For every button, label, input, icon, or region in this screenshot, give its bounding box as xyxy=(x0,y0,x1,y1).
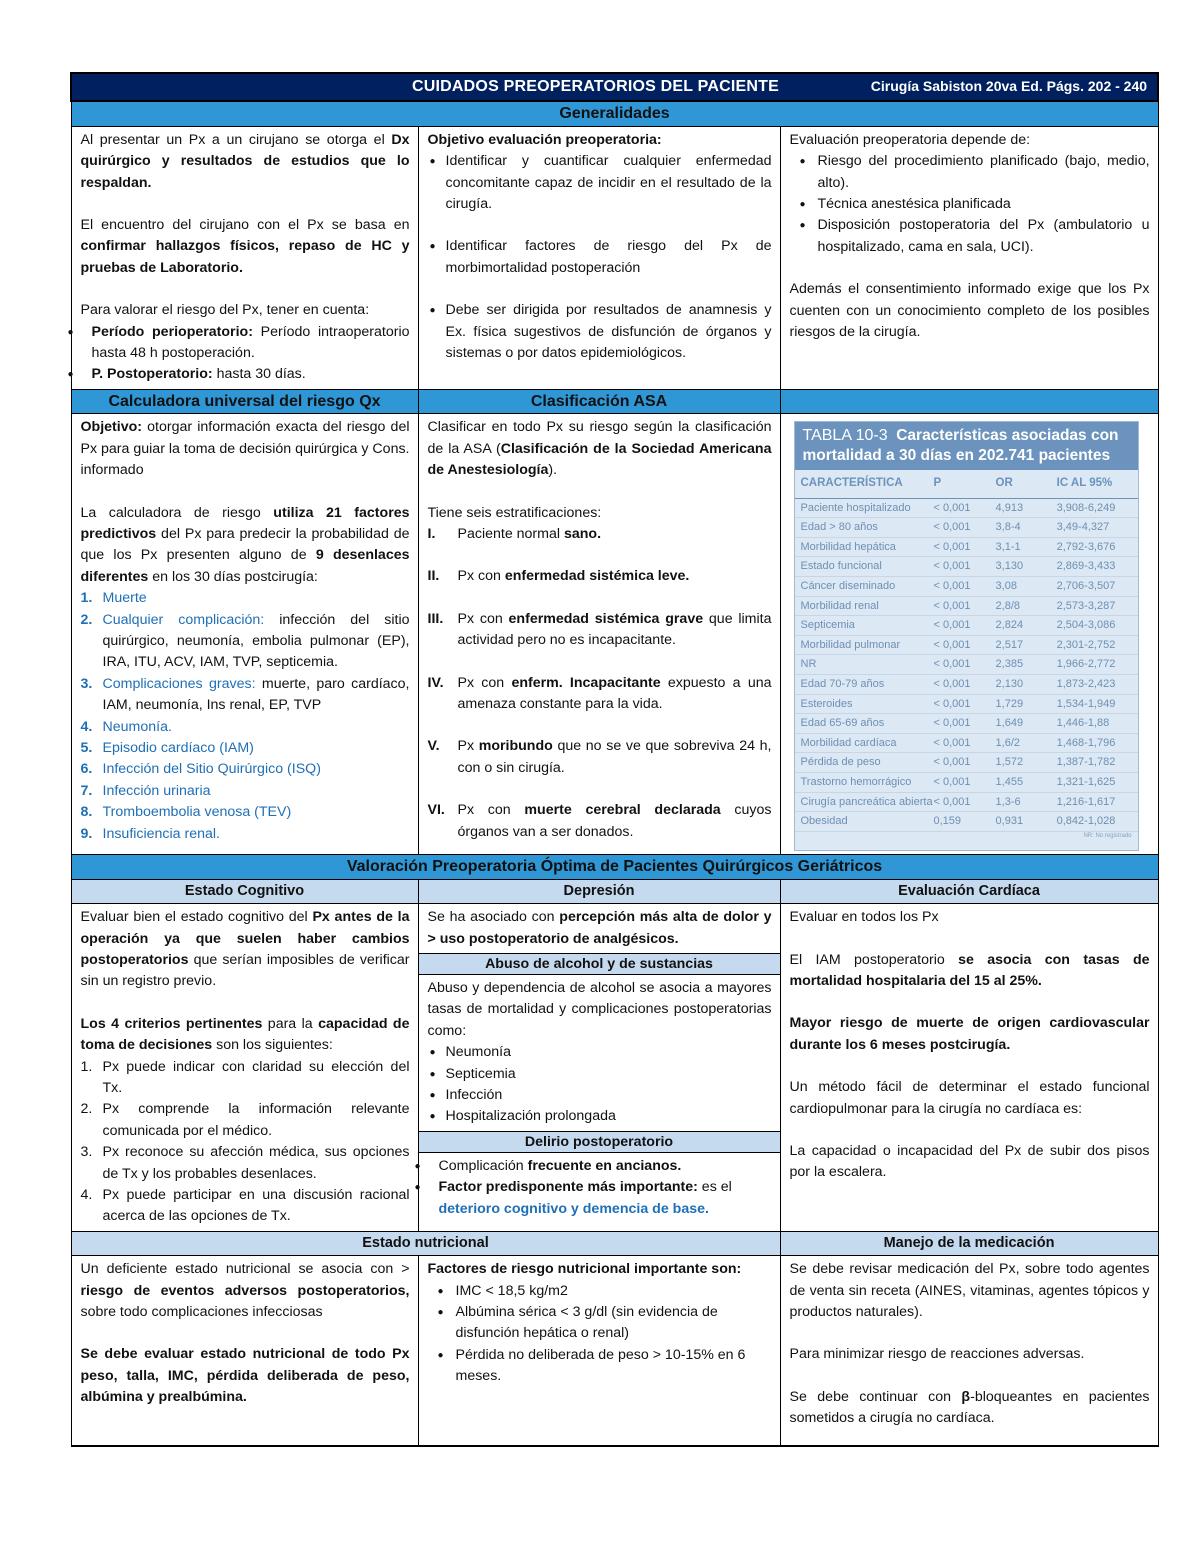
generalidades-col1: Al presentar un Px a un cirujano se otorga el Dx quirúrgico y resultados de estudios que lo respaldan. El encuentro del cirujano con el Px se basa en confirmar hallazgos físicos, repaso de HC y pruebas de Laboratorio. Para valorar el riesgo del Px, tener en cuenta: ● Período perioperatorio: Período intraoperatorio hasta 48 h postoperación. ● P. Postoperatorio: hasta 30 días. xyxy=(71,126,418,389)
mortality-table-cell: 3,08 xyxy=(995,580,1017,593)
mortality-table-cell: < 0,001 xyxy=(933,795,971,808)
asa-cell: Clasificar en todo Px su riesgo según la clasificación de la ASA (Clasificación de la Sociedad Americana de Anestesiología). Tiene seis estratificaciones: I. Paciente normal sano. II. Px con enfermedad sistémica leve. III. Px con enfermedad sistémica grave que limita actividad pero no es incapacitante. IV. Px con enferm. Incapacitante expuesto a una amenaza constante para la vida. V. Px moribundo que no se ve que sobreviva 24 h, con o sin cirugía. VI. Px con muerte cerebral declarada cuyos órganos van a ser donados. xyxy=(418,414,780,855)
criteria-text: Px puede participar en una discusión racional acerca de las opciones de Tx. xyxy=(102,1186,410,1225)
mortality-table-cell: Obesidad xyxy=(800,815,848,828)
mortality-table-column-header: IC AL 95% xyxy=(1056,477,1113,490)
mortality-table-cell: 4,913 xyxy=(995,501,1024,514)
nutrition-factor-item: ● Pérdida no deliberada de peso > 10-15% en 6 meses. xyxy=(428,1345,772,1388)
mortality-table-cell: < 0,001 xyxy=(933,619,971,632)
mortality-table-cell: 1,966-2,772 xyxy=(1056,658,1116,671)
nutrition-factors-list xyxy=(428,1281,772,1388)
mortality-table-cell: Trastorno hemorrágico xyxy=(800,776,912,788)
mortality-table-cell: < 0,001 xyxy=(933,736,971,749)
subhead-cardiaca: Evaluación Cardíaca xyxy=(780,879,1158,903)
mortality-table-row xyxy=(795,734,1138,754)
outcome-label: Infección urinaria xyxy=(102,782,211,799)
nutrition-cell: Un deficiente estado nutricional se asocia con > riesgo de eventos adversos postoperatorios, sobre todo complicaciones infecciosas Se debe evaluar estado nutricional de todo Px peso, talla, IMC, pérdida deliberada de peso, albúmina y prealbúmina. xyxy=(71,1256,418,1446)
mortality-table-cell: < 0,001 xyxy=(933,697,971,710)
mortality-table-cell: < 0,001 xyxy=(933,756,971,769)
mortality-table-cell: 1,446-1,88 xyxy=(1056,717,1110,730)
mortality-table-row xyxy=(795,636,1138,656)
mortality-table-cell: 1,3-6 xyxy=(995,795,1021,808)
asa-class-item xyxy=(428,566,772,587)
mortality-table-cell: < 0,001 xyxy=(933,501,971,514)
outcome-item xyxy=(81,802,410,823)
mortality-table-row xyxy=(795,616,1138,636)
criteria-number: 3. xyxy=(80,1144,93,1161)
list-item: ● Debe ser dirigida por resultados de anamnesis y Ex. física sugestivos de disfunción de órganos y sistemas o por datos epidemiológicos. xyxy=(428,300,772,364)
page-title: CUIDADOS PREOPERATORIOS DEL PACIENTE xyxy=(412,78,779,95)
complication-item: ● Infección xyxy=(428,1085,772,1106)
asa-class-text: Px con xyxy=(457,802,525,819)
criteria-item xyxy=(81,1142,410,1185)
subhead-delirio: Delirio postoperatorio xyxy=(419,1131,780,1153)
mortality-table-cell: 3,130 xyxy=(995,560,1024,573)
mortality-table-cell: 3,49-4,327 xyxy=(1056,521,1110,534)
mortality-table-cell: Edad 65-69 años xyxy=(800,717,885,730)
mortality-table-cell: 2,824 xyxy=(995,619,1024,632)
asa-class-detail: que limita actividad pero no es incapacitante. xyxy=(457,610,772,649)
asa-class-item xyxy=(428,524,772,545)
mortality-table-cell: 1,572 xyxy=(995,756,1024,769)
asa-class-number: II. xyxy=(427,568,440,585)
mortality-table-row xyxy=(795,557,1138,577)
mortality-table-cell: < 0,001 xyxy=(933,658,971,671)
asa-class-number: III. xyxy=(427,610,444,627)
outcome-item xyxy=(81,717,410,738)
mortality-table-cell: 3,1-1 xyxy=(995,540,1021,553)
outcome-item xyxy=(81,674,410,717)
list-item: ● Riesgo del procedimiento planificado (bajo, medio, alto). xyxy=(790,151,1150,194)
alcohol-text: Abuso y dependencia de alcohol se asocia a mayores tasas de mortalidad y complicaciones postoperatorias como: ● Neumonía ● Septicemia ● Infección ● Hospitalización prolongada xyxy=(419,975,780,1131)
asa-class-number: V. xyxy=(427,738,440,755)
outcome-label: Complicaciones graves: xyxy=(102,675,256,692)
criteria-item xyxy=(81,1057,410,1100)
mortality-table-cell: 1,387-1,782 xyxy=(1056,756,1116,769)
mortality-table-row xyxy=(795,518,1138,538)
criteria-number: 1. xyxy=(80,1058,93,1075)
outcome-number: 4. xyxy=(80,718,93,735)
mortality-table-cell: 1,534-1,949 xyxy=(1056,697,1116,710)
outcome-label: Tromboembolia venosa (TEV) xyxy=(102,804,292,821)
mortality-table-cell: < 0,001 xyxy=(933,580,971,593)
generalidades-row xyxy=(71,126,1158,389)
mortality-table-cell: 1,729 xyxy=(995,697,1024,710)
mortality-table-row xyxy=(795,597,1138,617)
band-empty xyxy=(780,389,1158,413)
asa-class-detail: cuyos órganos van a ser donados. xyxy=(457,802,772,840)
list-item: ● Período perioperatorio: Período intraoperatorio hasta 48 h postoperación. xyxy=(68,322,410,365)
asa-class-text: Px xyxy=(457,738,479,755)
list-item: ● P. Postoperatorio: hasta 30 días. xyxy=(68,364,410,385)
cardiac-cell: Evaluar en todos los Px El IAM postoperatorio se asocia con tasas de mortalidad hospitalaria del 15 al 25%. Mayor riesgo de muerte de origen cardiovascular durante los 6 meses postcirugía. Un método fácil de determinar el estado funcional cardiopulmonar para la cirugía no cardíaca es: La capacidad o incapacidad del Px de subir dos pisos por la escalera. xyxy=(780,904,1158,1232)
outcome-label: Cualquier complicación: xyxy=(102,611,265,628)
outcome-item xyxy=(81,588,410,609)
mortality-table-cell: 0,842-1,028 xyxy=(1056,815,1116,828)
asa-class-item xyxy=(428,736,772,779)
asa-class-item xyxy=(428,673,772,716)
mortality-table-columns xyxy=(795,470,1138,498)
criteria-item xyxy=(81,1099,410,1142)
outcome-detail: muerte, paro cardíaco, IAM, neumonía, Ins renal, EP, TVP xyxy=(102,675,410,714)
cognitive-cell: Evaluar bien el estado cognitivo del Px antes de la operación ya que suelen haber cambios postoperatorios que serían imposibles de verificar sin un registro previo. Los 4 criterios pertinentes para la capacidad de toma de decisiones son los siguientes: 1. Px puede indicar con claridad su elección del Tx. 2. Px comprende la información relevante comunicada por el médico. 3. Px reconoce su afección médica, sus opciones de Tx y los probables desenlaces. 4. Px puede participar en una discusión racional acerca de las opciones de Tx. xyxy=(71,904,418,1232)
outcome-item xyxy=(81,738,410,759)
complication-item: ● Neumonía xyxy=(428,1042,772,1063)
geriatric-subheads xyxy=(71,879,1158,903)
subhead-depresion: Depresión xyxy=(418,879,780,903)
outcome-item xyxy=(81,781,410,802)
objective-list xyxy=(428,151,772,364)
list-item: ● Factor predisponente más importante: es el deterioro cognitivo y demencia de base. xyxy=(415,1177,772,1220)
mortality-table-row xyxy=(795,675,1138,695)
mortality-table-cell: < 0,001 xyxy=(933,540,971,553)
asa-class-item xyxy=(428,609,772,652)
mortality-table-row xyxy=(795,695,1138,715)
asa-class-emphasis: moribundo xyxy=(478,738,553,755)
mortality-table-cell: 0,159 xyxy=(933,815,962,828)
asa-class-emphasis: muerte cerebral declarada xyxy=(524,802,721,819)
asa-classes-list xyxy=(428,524,772,843)
mortality-table-row xyxy=(795,773,1138,793)
list-item: ● Disposición postoperatoria del Px (ambulatorio u hospitalizado, cama en sala, UCI). xyxy=(790,215,1150,258)
section-band-geriatric: Valoración Preoperatoria Óptima de Pacientes Quirúrgicos Geriátricos xyxy=(71,855,1158,879)
title-row xyxy=(71,73,1158,101)
outcome-label: Infección del Sitio Quirúrgico (ISQ) xyxy=(102,761,321,778)
mortality-table-cell: 1,455 xyxy=(995,776,1024,788)
complication-item: ● Hospitalización prolongada xyxy=(428,1106,772,1127)
mortality-table-cell: 2,706-3,507 xyxy=(1056,580,1116,593)
mortality-table-row xyxy=(795,577,1138,597)
asa-class-emphasis: sano. xyxy=(563,525,602,542)
mortality-table-cell: 1,6/2 xyxy=(995,736,1021,749)
mortality-table-cell: < 0,001 xyxy=(933,599,971,612)
nutrition-subheads xyxy=(71,1231,1158,1255)
geriatric-row xyxy=(71,904,1158,1232)
mortality-table-row xyxy=(795,714,1138,734)
mortality-table-cell: 1,468-1,796 xyxy=(1056,736,1116,749)
calculadora-cell: Objetivo: otorgar información exacta del riesgo del Px para guiar la toma de decisión quirúrgica y Cons. informado La calculadora de riesgo utiliza 21 factores predictivos del Px para predecir la probabilidad de que los Px presenten alguno de 9 desenlaces diferentes en los 30 días postcirugía: 1. Muerte 2. Cualquier complicación: infección del sitio quirúrgico, neumonía, embolia pulmonar (EP), IRA, ITU, ACV, IAM, TVP, septicemia. 3. Complicaciones graves: muerte, paro cardíaco, IAM, neumonía, Ins renal, EP, TVP 4. Neumonía. 5. Episodio cardíaco (IAM) 6. Infección del Sitio Quirúrgico (ISQ) 7. Infección urinaria 8. Tromboembolia venosa (TEV) 9. Insuficiencia renal. xyxy=(71,414,418,855)
mortality-table-cell: 3,908-6,249 xyxy=(1056,501,1116,514)
asa-class-number: IV. xyxy=(427,674,444,691)
mortality-table-row xyxy=(795,538,1138,558)
decision-criteria-list xyxy=(81,1057,410,1228)
mortality-table-cell: Paciente hospitalizado xyxy=(800,501,911,514)
mortality-table-cell: 1,216-1,617 xyxy=(1056,795,1116,808)
outcome-number: 7. xyxy=(80,782,93,799)
section-band-generalidades: Generalidades xyxy=(71,101,1158,126)
outcome-number: 6. xyxy=(80,761,93,778)
mortality-table-cell: Morbilidad pulmonar xyxy=(800,638,901,651)
outcome-number: 3. xyxy=(80,675,93,692)
asa-class-emphasis: enfermedad sistémica grave xyxy=(508,610,704,627)
mortality-table-header: TABLA 10-3 Características asociadas con mortalidad a 30 días en 202.741 pacientes xyxy=(795,422,1138,470)
mortality-table-cell: 0,931 xyxy=(995,815,1024,828)
mortality-table-cell: Estado funcional xyxy=(800,560,882,573)
subhead-medicacion: Manejo de la medicación xyxy=(780,1231,1158,1255)
list-item: ● Complicación frecuente en ancianos. xyxy=(415,1156,772,1177)
mortality-table-row xyxy=(795,655,1138,675)
criteria-text: Px comprende la información relevante comunicada por el médico. xyxy=(102,1101,410,1139)
outcome-item xyxy=(81,610,410,674)
mortality-table-cell: < 0,001 xyxy=(933,678,971,691)
outcome-number: 9. xyxy=(80,825,93,842)
outcome-number: 8. xyxy=(80,804,93,821)
criteria-number: 4. xyxy=(80,1186,93,1203)
criteria-item xyxy=(81,1185,410,1228)
asa-class-number: VI. xyxy=(427,802,445,819)
depression-text: Se ha asociado con percepción más alta de dolor y > uso postoperatorio de analgésicos. xyxy=(427,909,772,947)
outcome-label: Insuficiencia renal. xyxy=(102,825,221,842)
list-item: ● Identificar factores de riesgo del Px de morbimortalidad postoperación xyxy=(428,236,772,279)
nutrition-factor-item: ● IMC < 18,5 kg/m2 xyxy=(428,1281,772,1302)
mortality-table-row xyxy=(795,753,1138,773)
mortality-table-cell: Septicemia xyxy=(800,619,855,632)
mortality-table-cell: Edad 70-79 años xyxy=(800,678,885,691)
criteria-text: Px puede indicar con claridad su elección del Tx. xyxy=(102,1058,410,1096)
mortality-table-cell: < 0,001 xyxy=(933,638,971,651)
asa-class-detail: que no se ve que sobreviva 24 h, con o sin cirugía. xyxy=(457,738,772,776)
outcome-label: Muerte xyxy=(102,590,147,607)
mortality-table-cell: < 0,001 xyxy=(933,776,971,788)
list-item: ● Identificar y cuantificar cualquier enfermedad concomitante capaz de incidir en el resultado de la cirugía. xyxy=(428,151,772,215)
mortality-table-cell: Morbilidad renal xyxy=(800,599,879,612)
asa-class-item xyxy=(428,800,772,843)
asa-class-text: Px con xyxy=(457,568,505,585)
table-image-cell xyxy=(780,414,1158,855)
outcome-detail: infección del sitio quirúrgico, neumonía, embolia pulmonar (EP), IRA, ITU, ACV, IAM, TVP, septicemia. xyxy=(102,611,410,671)
alcohol-complications-list xyxy=(428,1042,772,1128)
asa-class-text: Paciente normal xyxy=(457,525,564,542)
asa-class-text: Px con xyxy=(457,610,509,627)
delirium-text xyxy=(419,1153,780,1223)
mortality-table-row xyxy=(795,499,1138,519)
mortality-table-row xyxy=(795,793,1138,813)
asa-class-emphasis: enferm. Incapacitante xyxy=(511,674,661,691)
document-sheet xyxy=(70,72,1157,1447)
outcomes-list xyxy=(81,588,410,845)
section-band-calc-asa xyxy=(71,389,1158,413)
mortality-table-cell: 2,504-3,086 xyxy=(1056,619,1116,632)
outcome-number: 2. xyxy=(80,611,93,628)
mortality-table-image xyxy=(794,421,1139,851)
mortality-table-cell: Pérdida de peso xyxy=(800,756,881,769)
complication-item: ● Septicemia xyxy=(428,1064,772,1085)
delirium-list xyxy=(415,1156,772,1220)
mortality-table-cell: 2,517 xyxy=(995,638,1024,651)
nutrition-row xyxy=(71,1256,1158,1446)
outcome-item xyxy=(81,759,410,780)
outcome-number: 5. xyxy=(80,739,93,756)
mortality-table-cell: Esteroides xyxy=(800,697,853,710)
evaluation-depends-list xyxy=(790,151,1150,258)
mortality-table-note: NR: No registrado xyxy=(1083,832,1132,839)
mortality-table-cell: 1,649 xyxy=(995,717,1024,730)
band-calculadora: Calculadora universal del riesgo Qx xyxy=(71,389,418,413)
subhead-alcohol: Abuso de alcohol y de sustancias xyxy=(419,953,780,975)
depression-alcohol-delirium-cell xyxy=(418,904,780,1232)
mortality-table-cell: 2,8/8 xyxy=(995,599,1021,612)
mortality-table-cell: < 0,001 xyxy=(933,717,971,730)
mortality-table-cell: Morbilidad cardíaca xyxy=(800,736,897,749)
mortality-table-cell: 1,321-1,625 xyxy=(1056,776,1116,788)
mortality-table-cell: Cáncer diseminado xyxy=(800,580,896,593)
medication-cell: Se debe revisar medicación del Px, sobre todo agentes de venta sin receta (AINES, vitaminas, agentes tópicos y productos naturales). Para minimizar riesgo de reacciones adversas. Se debe continuar con β-bloqueantes en pacientes sometidos a cirugía no cardíaca. xyxy=(780,1256,1158,1446)
source-reference: Cirugía Sabiston 20va Ed. Págs. 202 - 240 xyxy=(870,78,1148,94)
mortality-table-cell: 2,385 xyxy=(995,658,1024,671)
mortality-table-cell: < 0,001 xyxy=(933,560,971,573)
outcome-item xyxy=(81,824,410,845)
mortality-table-cell: 2,573-3,287 xyxy=(1056,599,1116,612)
nutrition-factor-item: ● Albúmina sérica < 3 g/dl (sin evidencia de disfunción hepática o renal) xyxy=(428,1302,772,1345)
outcome-label: Neumonía. xyxy=(102,718,172,735)
mortality-table-column-header: CARACTERÍSTICA xyxy=(800,477,903,490)
subhead-nutricional: Estado nutricional xyxy=(71,1231,780,1255)
mortality-table-cell: Morbilidad hepática xyxy=(800,540,896,553)
mortality-table-column-header: OR xyxy=(995,477,1013,490)
summary-table xyxy=(70,72,1159,1447)
mortality-table-cell: Cirugía pancreática abierta xyxy=(800,795,933,808)
list-item: ● Técnica anestésica planificada xyxy=(790,194,1150,215)
mortality-table-cell: < 0,001 xyxy=(933,521,971,534)
mortality-table-cell: 2,130 xyxy=(995,678,1024,691)
mortality-table-cell: NR xyxy=(800,658,817,671)
risk-period-list xyxy=(68,322,410,386)
asa-class-text: Px con xyxy=(457,674,512,691)
generalidades-col2: Objetivo evaluación preoperatoria: ● Identificar y cuantificar cualquier enfermedad concomitante capaz de incidir en el resultado de la cirugía. ● Identificar factores de riesgo del Px de morbimortalidad postoperación ● Debe ser dirigida por resultados de anamnesis y Ex. física sugestivos de disfunción de órganos y sistemas o por datos epidemiológicos. xyxy=(418,126,780,389)
mortality-table-cell: 2,869-3,433 xyxy=(1056,560,1116,573)
mortality-table-cell: 3,8-4 xyxy=(995,521,1021,534)
outcome-number: 1. xyxy=(80,590,93,607)
subhead-cognitivo: Estado Cognitivo xyxy=(71,879,418,903)
asa-class-number: I. xyxy=(427,525,436,542)
criteria-text: Px reconoce su afección médica, sus opciones de Tx y los probables desenlaces. xyxy=(102,1144,410,1182)
mortality-table-column-header: P xyxy=(933,477,942,490)
mortality-table-rows xyxy=(795,499,1138,832)
mortality-table-cell: Edad > 80 años xyxy=(800,521,878,534)
mortality-table-cell: 1,873-2,423 xyxy=(1056,678,1116,691)
asa-class-emphasis: enfermedad sistémica leve. xyxy=(504,568,690,585)
band-asa: Clasificación ASA xyxy=(418,389,780,413)
calc-asa-row xyxy=(71,414,1158,855)
mortality-table-cell: 2,301-2,752 xyxy=(1056,638,1116,651)
nutrition-factors-cell: Factores de riesgo nutricional importante son: ● IMC < 18,5 kg/m2 ● Albúmina sérica < 3 g/dl (sin evidencia de disfunción hepática o renal) ● Pérdida no deliberada de peso > 10-15% en 6 meses. xyxy=(418,1256,780,1446)
criteria-number: 2. xyxy=(80,1101,93,1118)
mortality-table-cell: 2,792-3,676 xyxy=(1056,540,1116,553)
outcome-label: Episodio cardíaco (IAM) xyxy=(102,739,254,756)
asa-class-detail: expuesto a una amenaza constante para la vida. xyxy=(457,674,772,712)
generalidades-col3: Evaluación preoperatoria depende de: ● Riesgo del procedimiento planificado (bajo, medio, alto). ● Técnica anestésica planificada ● Disposición postoperatoria del Px (ambulatorio u hospitalizado, cama en sala, UCI). Además el consentimiento informado exige que los Px cuenten con un conocimiento completo de los posibles riesgos de la cirugía. xyxy=(780,126,1158,389)
